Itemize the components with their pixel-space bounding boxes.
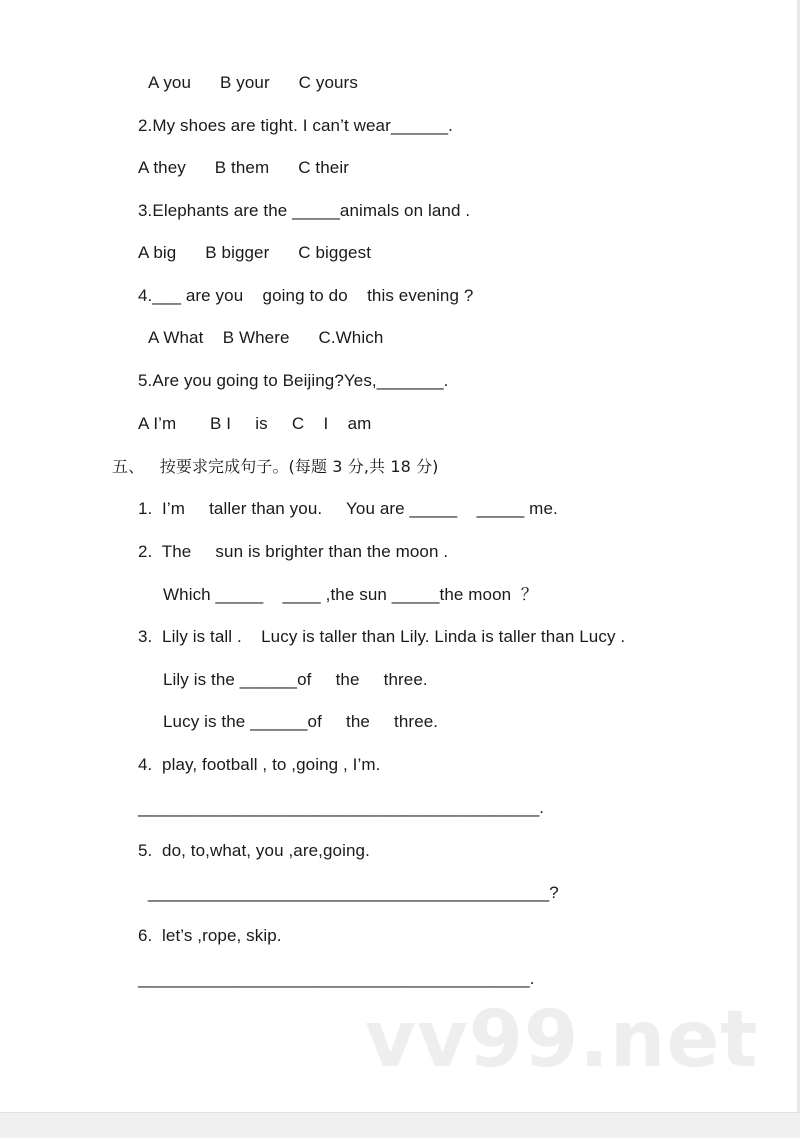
s5-item-3-answer-a: Lily is the ______of the three. [163, 670, 428, 689]
s5-item-2: 2. The sun is brighter than the moon . [138, 542, 449, 561]
q5-options: A I’m B I is C I am [138, 414, 372, 433]
q2-prompt: 2.My shoes are tight. I can’t wear______. [138, 116, 453, 135]
q5-prompt: 5.Are you going to Beijing?Yes,_______. [138, 371, 449, 390]
s5-item-4-answer-line: __________________________________________. [138, 798, 545, 817]
s5-item-4: 4. play, football , to ,going , I’m. [138, 755, 381, 774]
q4-prompt: 4.___ are you going to do this evening ? [138, 286, 474, 305]
s5-item-5-answer-line: __________________________________________? [148, 883, 559, 902]
q4-options: A What B Where C.Which [148, 328, 384, 347]
section-five-heading: 五、 按要求完成句子。(每题 3 分,共 18 分) [112, 457, 439, 476]
q1-options: A you B your C yours [148, 73, 358, 92]
s5-item-6-answer-line: _________________________________________. [138, 969, 535, 988]
s5-item-1: 1. I’m taller than you. You are _____ _____ me. [138, 499, 558, 518]
s5-item-6: 6. let’s ,rope, skip. [138, 926, 282, 945]
viewer-bottom-bar [0, 1112, 800, 1138]
s5-item-5: 5. do, to,what, you ,are,going. [138, 841, 370, 860]
q3-options: A big B bigger C biggest [138, 243, 372, 262]
watermark: vv99.net [365, 995, 759, 1085]
q2-options: A they B them C their [138, 158, 349, 177]
s5-item-2-answer: Which _____ ____ ,the sun _____the moon ？ [163, 585, 538, 604]
q3-prompt: 3.Elephants are the _____animals on land . [138, 201, 471, 220]
s5-item-3-answer-b: Lucy is the ______of the three. [163, 712, 439, 731]
s5-item-3: 3. Lily is tall . Lucy is taller than Lily. Linda is taller than Lucy . [138, 627, 626, 646]
